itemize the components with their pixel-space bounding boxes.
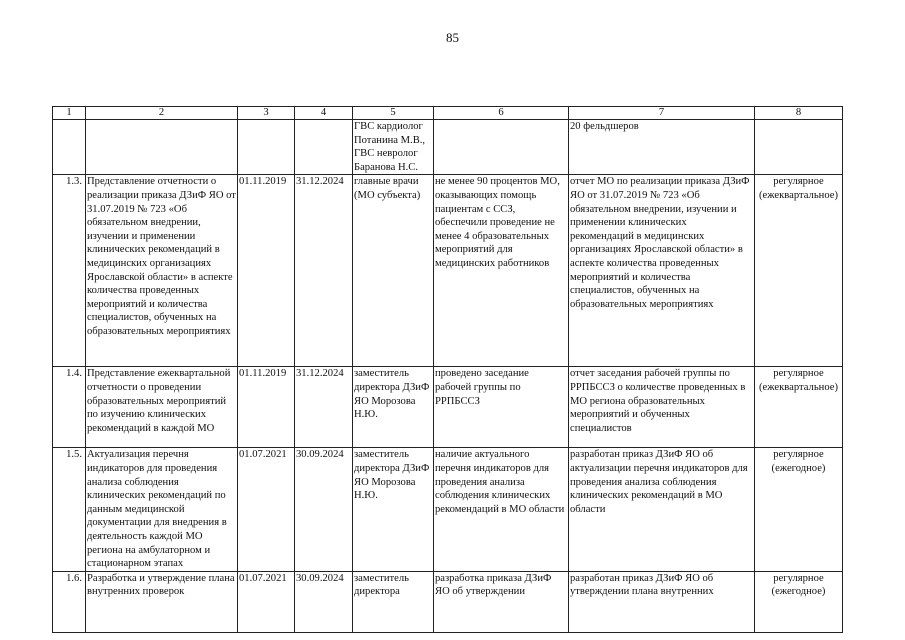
column-number: 4 [295,107,353,120]
end-date: 31.12.2024 [295,367,353,448]
indicator-cell [434,120,569,175]
column-number: 5 [353,107,434,120]
responsible-cell: заместитель директора [353,571,434,632]
indicator-cell: не менее 90 процентов МО, оказывающих помощь пациентам с ССЗ, обеспечили проведение не менее 4 образовательных мероприятий для медицинских работников [434,175,569,367]
column-number: 1 [53,107,86,120]
item-number [53,120,86,175]
responsible-cell: главные врачи (МО субъекта) [353,175,434,367]
task-cell: Представление ежеквартальной отчетности о проведении образовательных мероприятий по изучению клинических рекомендаций в каждой МО [86,367,238,448]
frequency-cell: регулярное (ежегодное) [755,448,843,571]
task-cell: Представление отчетности о реализации приказа ДЗиФ ЯО от 31.07.2019 № 723 «Об обязательном внедрении, изучении и применении клинических рекомендаций в медицинских организациях Ярославской области» в аспекте количества проведенных мероприятий и количества специалистов, обученных на образовательных мероприятиях [86,175,238,367]
item-number: 1.4. [53,367,86,448]
indicator-cell: наличие актуального перечня индикаторов для проведения анализа соблюдения клинических рекомендаций в МО области [434,448,569,571]
page-number: 85 [446,30,459,45]
frequency-cell: регулярное (ежеквартальное) [755,367,843,448]
table-row [53,120,843,175]
column-number: 8 [755,107,843,120]
start-date [238,120,295,175]
start-date: 01.07.2021 [238,571,295,632]
table-row [53,571,843,632]
end-date [295,120,353,175]
start-date: 01.11.2019 [238,367,295,448]
column-number: 2 [86,107,238,120]
result-cell: отчет заседания рабочей группы по РРПБССЗ о количестве проведенных в МО региона образовательных мероприятий и обученных специалистов [569,367,755,448]
table-row [53,367,843,448]
responsible-cell: заместитель директора ДЗиФ ЯО Морозова Н.Ю. [353,367,434,448]
indicator-cell: проведено заседание рабочей группы по РРПБССЗ [434,367,569,448]
frequency-cell: регулярное (ежегодное) [755,571,843,632]
end-date: 30.09.2024 [295,448,353,571]
result-cell: 20 фельдшеров [569,120,755,175]
item-number: 1.3. [53,175,86,367]
table-row [53,175,843,367]
table-row [53,448,843,571]
column-number: 6 [434,107,569,120]
start-date: 01.11.2019 [238,175,295,367]
end-date: 30.09.2024 [295,571,353,632]
task-cell: Разработка и утверждение плана внутренних проверок [86,571,238,632]
frequency-cell: регулярное (ежеквартальное) [755,175,843,367]
indicator-cell: разработка приказа ДЗиФ ЯО об утверждении [434,571,569,632]
start-date: 01.07.2021 [238,448,295,571]
end-date: 31.12.2024 [295,175,353,367]
result-cell: разработан приказ ДЗиФ ЯО об актуализации перечня индикаторов для проведения анализа соблюдения клинических рекомендаций в МО области [569,448,755,571]
column-number: 7 [569,107,755,120]
result-cell: разработан приказ ДЗиФ ЯО об утверждении плана внутренних [569,571,755,632]
responsible-cell: заместитель директора ДЗиФ ЯО Морозова Н.Ю. [353,448,434,571]
frequency-cell [755,120,843,175]
column-number: 3 [238,107,295,120]
responsible-cell: ГВС кардиолог Потанина М.В., ГВС невролог Баранова Н.С. [353,120,434,175]
item-number: 1.5. [53,448,86,571]
measures-table [52,106,843,633]
task-cell [86,120,238,175]
result-cell: отчет МО по реализации приказа ДЗиФ ЯО от 31.07.2019 № 723 «Об обязательном внедрении, изучении и применении клинических рекомендаций в медицинских организациях Ярославской области» в аспекте количества проведенных мероприятий и количества специалистов, обученных на образовательных мероприятиях [569,175,755,367]
item-number: 1.6. [53,571,86,632]
task-cell: Актуализация перечня индикаторов для проведения анализа соблюдения клинических рекомендаций по данным медицинской документации для внедрения в деятельность каждой МО региона на амбулаторном и стационарном этапах [86,448,238,571]
column-numbers-row [53,107,843,120]
